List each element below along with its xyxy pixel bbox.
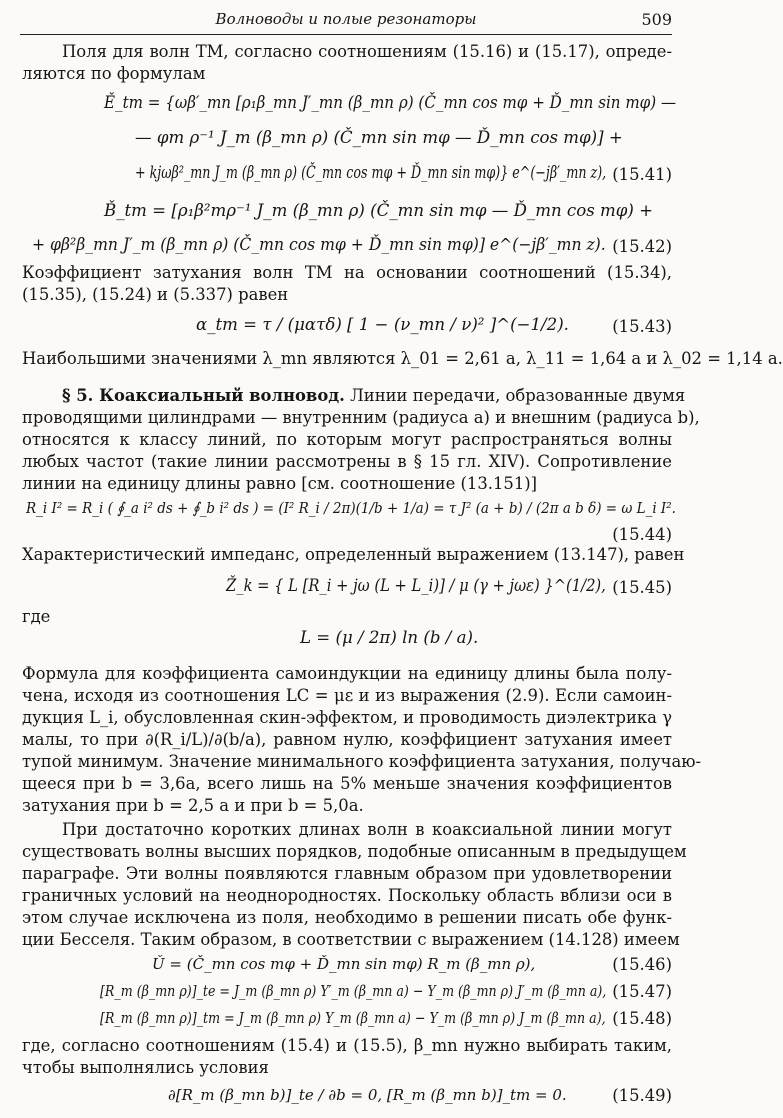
text-line: чена, исходя из соотношения LC = με и из выражения (2.9). Если самоин- xyxy=(22,686,672,705)
equation-15-42-part2: + φβ²β_mn J′_m (β_mn ρ) (Č_mn cos mφ + Ď_mn sin mφ)] e^(−jβ′_mn z). xyxy=(32,235,606,254)
equation-number: (15.49) xyxy=(612,1086,672,1105)
text-line: где xyxy=(22,607,51,626)
equation-15-41-part1: Ě_tm = {ωβ′_mn [ρ₁β_mn J′_mn (β_mn ρ) (Č_mn cos mφ + Ď_mn sin mφ) — xyxy=(104,93,677,112)
equation-15-46: Ǔ = (Č_mn cos mφ + Ď_mn sin mφ) R_m (β_mn ρ), xyxy=(152,955,536,973)
text-line: где, согласно соотношениям (15.4) и (15.5), β_mn нужно выбирать таким, xyxy=(22,1036,672,1055)
text-line: чтобы выполнялись условия xyxy=(22,1058,269,1077)
text-line: ции Бесселя. Таким образом, в соответствии с выражением (14.128) имеем xyxy=(22,930,680,949)
equation-number: (15.45) xyxy=(612,578,672,597)
equation-number: (15.42) xyxy=(612,237,672,256)
text-line: существовать волны высших порядков, подобные описанным в предыдущем xyxy=(22,842,687,861)
page-number: 509 xyxy=(641,10,672,29)
equation-number: (15.48) xyxy=(612,1009,672,1028)
running-title: Волноводы и полые резонаторы xyxy=(215,10,477,28)
text-line: Формула для коэффициента самоиндукции на единицу длины была полу- xyxy=(22,664,672,683)
text-line: граничных условий на неоднородностях. Поскольку область вблизи оси в xyxy=(22,886,672,905)
text-line: Характеристический импеданс, определенный выражением (13.147), равен xyxy=(22,545,685,564)
text-line: щееся при b = 3,6a, всего лишь на 5% меньше значения коэффициентов xyxy=(22,774,672,793)
equation-number: (15.46) xyxy=(612,955,672,974)
equation-15-45: Ž_k = { L [R_i + jω (L + L_i)] / μ (γ + jωε) }^(1/2), xyxy=(226,576,606,595)
equation-15-42-part1: B̌_tm = [ρ₁β²mρ⁻¹ J_m (β_mn ρ) (Č_mn sin mφ — Ď_mn cos mφ) + xyxy=(104,201,653,220)
equation-15-44: R_i I² = R_i ( ∮_a i² ds + ∮_b i² ds ) = (I² R_i / 2π)(1/b + 1/a) = τ J² (a + b) / (2π a b δ) = ω L_i I². xyxy=(26,499,676,517)
equation-15-47: [R_m (β_mn ρ)]_te = J_m (β_mn ρ) Y′_m (β_mn a) − Y_m (β_mn ρ) J′_m (β_mn a), xyxy=(100,982,607,1000)
text-line: линии на единицу длины равно [см. соотношение (13.151)] xyxy=(22,474,538,493)
text-line: При достаточно коротких длинах волн в коаксиальной линии могут xyxy=(62,820,672,839)
text-line: параграфе. Эти волны появляются главным образом при удовлетворении xyxy=(22,864,672,883)
section-heading-line xyxy=(22,386,686,406)
text-line: относятся к классу линий, по которым могут распространяться волны xyxy=(22,430,672,449)
text-line: ляются по формулам xyxy=(22,64,206,83)
equation-15-48: [R_m (β_mn ρ)]_tm = J_m (β_mn ρ) Y_m (β_mn a) − Y_m (β_mn ρ) J_m (β_mn a), xyxy=(100,1009,606,1027)
text-line: дукция L_i, обусловленная скин-эффектом, и проводимость диэлектрика γ xyxy=(22,708,672,727)
text-run: Линии передачи, образованные двумя xyxy=(350,386,686,405)
equation-15-41-part3: + kjωβ²_mn J_m (β_mn ρ) (Č_mn cos mφ + Ď_mn sin mφ)} e^(−jβ′_mn z), xyxy=(135,163,607,182)
equation-15-49: ∂[R_m (β_mn b)]_te / ∂b = 0, [R_m (β_mn b)]_tm = 0. xyxy=(168,1086,567,1104)
text-line: затухания при b = 2,5 a и при b = 5,0a. xyxy=(22,796,364,815)
text-line: любых частот (такие линии рассмотрены в § 15 гл. XIV). Сопротивление xyxy=(22,452,672,471)
text-line: малы, то при ∂(R_i/L)/∂(b/a), равном нулю, коэффициент затухания имеет xyxy=(22,730,672,749)
text-line: Наибольшими значениями λ_mn являются λ_01 = 2,61 a, λ_11 = 1,64 a и λ_02 = 1,14 a. xyxy=(22,349,783,368)
equation-number: (15.41) xyxy=(612,165,672,184)
equation-number: (15.44) xyxy=(612,525,672,544)
equation-15-41-part2: — φm ρ⁻¹ J_m (β_mn ρ) (Č_mn sin mφ — Ď_mn cos mφ)] + xyxy=(135,128,623,147)
text-line: Поля для волн TM, согласно соотношениям (15.16) и (15.17), опреде- xyxy=(62,42,672,61)
equation-inductance: L = (μ / 2π) ln (b / a). xyxy=(300,628,479,647)
text-line: этом случае исключена из поля, необходимо в решении писать обе функ- xyxy=(22,908,672,927)
equation-number: (15.43) xyxy=(612,317,672,336)
text-line: Коэффициент затухания волн TM на основании соотношений (15.34), xyxy=(22,263,672,282)
equation-15-43: α_tm = τ / (ματδ) [ 1 − (ν_mn / ν)² ]^(−1/2). xyxy=(196,315,569,334)
running-header xyxy=(20,8,672,35)
text-line: проводящими цилиндрами — внутренним (радиуса a) и внешним (радиуса b), xyxy=(22,408,700,427)
section-heading: § 5. Коаксиальный волновод. xyxy=(62,386,345,405)
text-line: (15.35), (15.24) и (5.337) равен xyxy=(22,285,289,304)
equation-number: (15.47) xyxy=(612,982,672,1001)
text-line: тупой минимум. Значение минимального коэффициента затухания, получаю- xyxy=(22,752,702,771)
